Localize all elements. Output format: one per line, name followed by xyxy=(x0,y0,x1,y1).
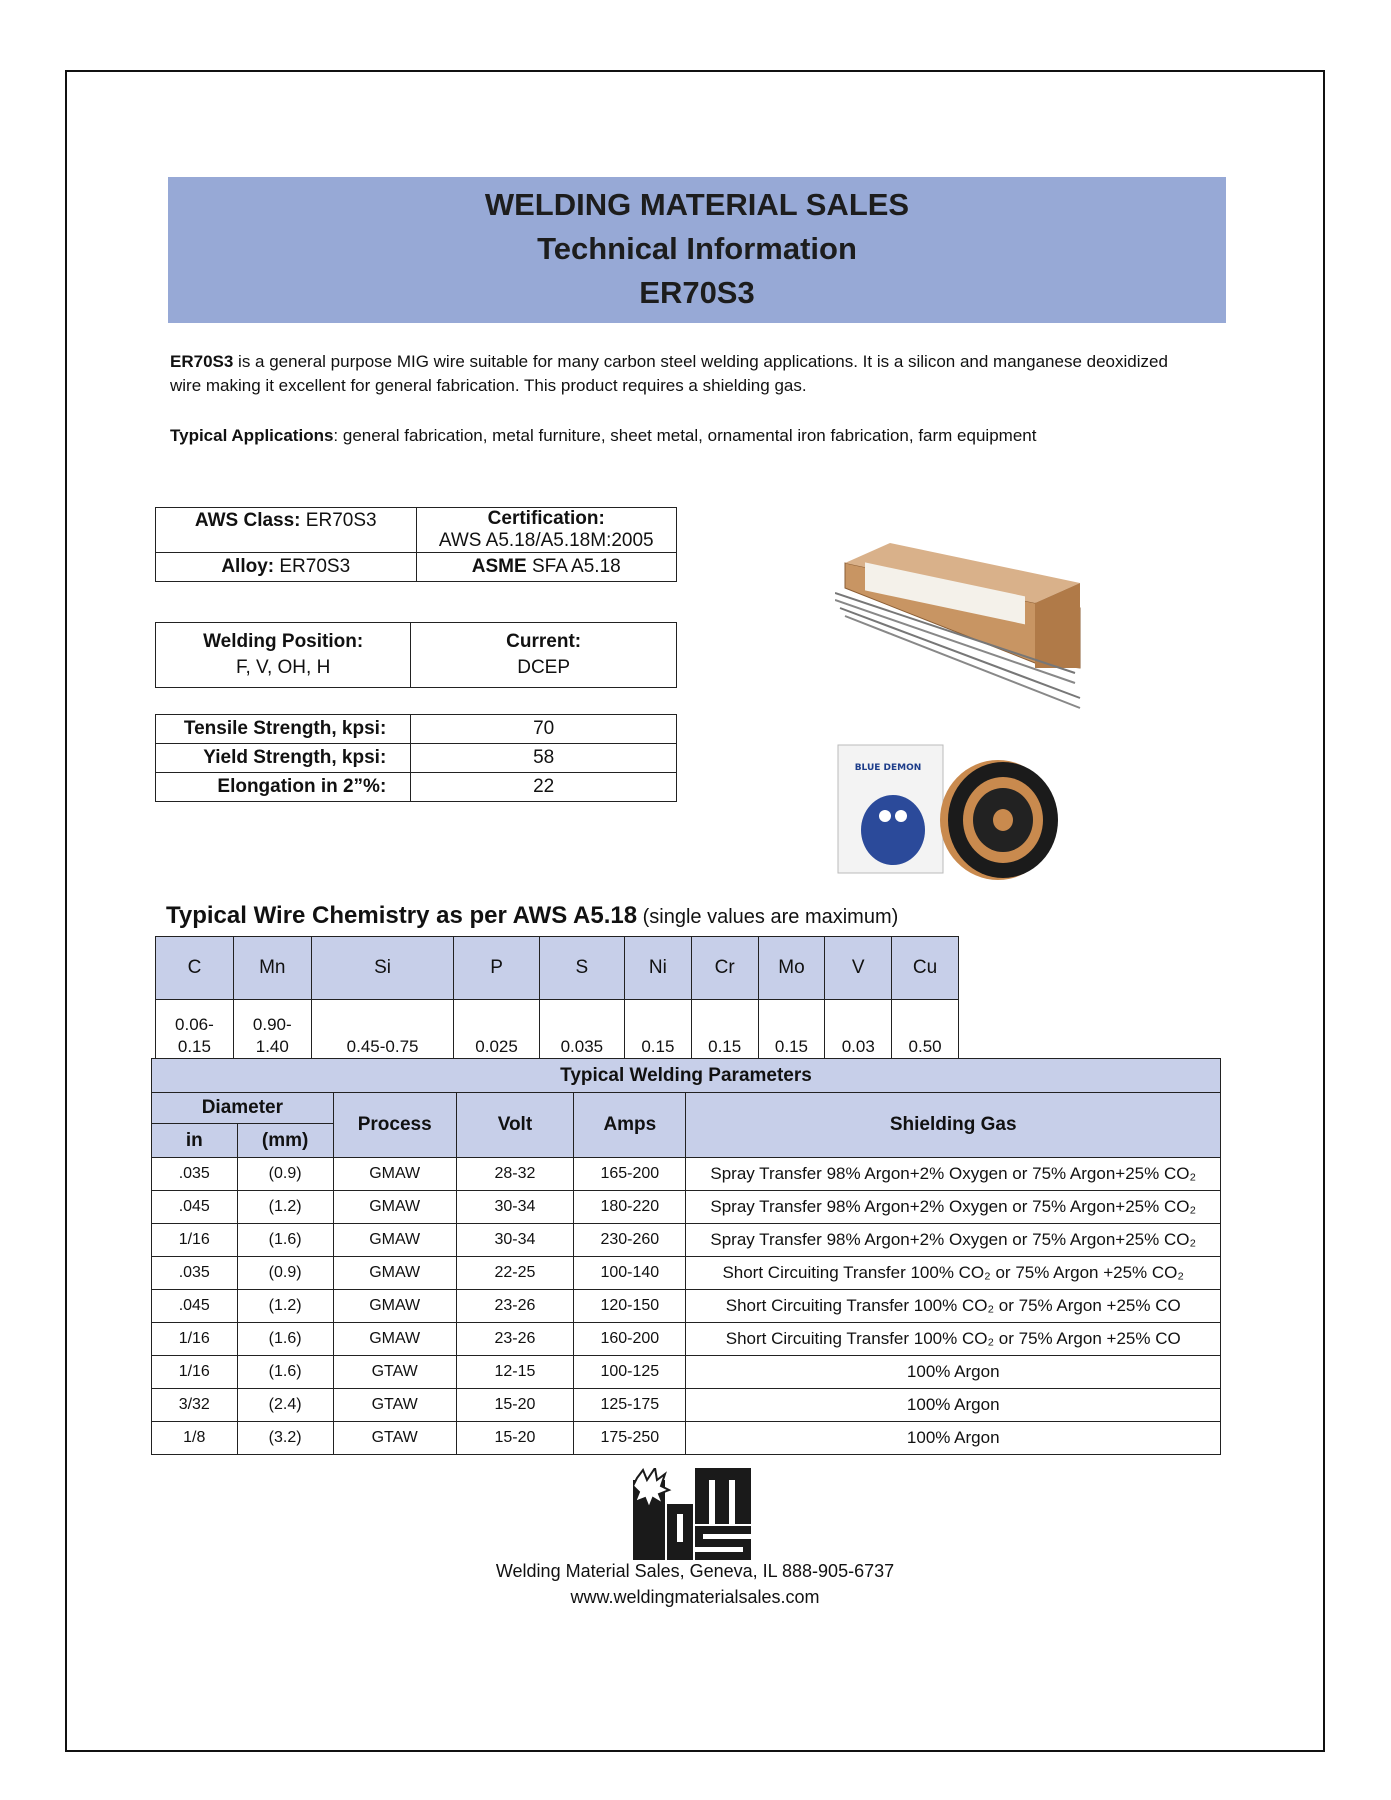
current-cell xyxy=(411,623,677,688)
weld-volt-cell: 28-32 xyxy=(456,1158,574,1191)
weld-in-cell: .045 xyxy=(152,1191,238,1224)
chem-value-cell: 0.03 xyxy=(825,1000,892,1061)
diameter-header: Diameter xyxy=(152,1093,334,1124)
asme-label: ASME xyxy=(471,556,527,577)
chem-value-cell: 0.035 xyxy=(539,1000,624,1061)
weld-gas-cell: 100% Argon xyxy=(686,1356,1221,1389)
chem-header-cell: Cr xyxy=(691,937,758,1000)
product-description xyxy=(170,350,1190,398)
chem-value-cell: 0.15 xyxy=(691,1000,758,1061)
table-row xyxy=(156,744,677,773)
rod-box-image xyxy=(835,538,1085,713)
document-subtitle: Technical Information xyxy=(537,231,857,266)
weld-in-cell: 1/8 xyxy=(152,1422,238,1455)
weld-mm-cell: (1.6) xyxy=(237,1356,333,1389)
process-header: Process xyxy=(333,1093,456,1158)
description-text: is a general purpose MIG wire suitable for many carbon steel welding applications. It is a silicon and manganese deoxidized wire making it excellent for general fabrication. This product requires a shielding gas. xyxy=(170,352,1168,395)
weld-amps-cell: 160-200 xyxy=(574,1323,686,1356)
weld-volt-cell: 23-26 xyxy=(456,1290,574,1323)
weld-amps-cell: 175-250 xyxy=(574,1422,686,1455)
aws-class-cell xyxy=(156,508,417,553)
chem-value-cell: 0.50 xyxy=(892,1000,959,1061)
chem-header-cell: V xyxy=(825,937,892,1000)
weld-in-cell: .035 xyxy=(152,1158,238,1191)
weld-gas-cell: 100% Argon xyxy=(686,1389,1221,1422)
weld-process-cell: GMAW xyxy=(333,1290,456,1323)
asme-value: SFA A5.18 xyxy=(526,556,621,577)
weld-process-cell: GMAW xyxy=(333,1323,456,1356)
chem-value-cell: 0.06- 0.15 xyxy=(156,1000,234,1061)
wms-logo xyxy=(633,1468,753,1560)
weld-volt-cell: 15-20 xyxy=(456,1389,574,1422)
chem-header-cell: C xyxy=(156,937,234,1000)
chemistry-header-row xyxy=(156,937,959,1000)
elongation-label: Elongation in 2”%: xyxy=(156,773,411,802)
amps-header: Amps xyxy=(574,1093,686,1158)
mechanical-properties-table xyxy=(155,714,677,802)
weld-process-cell: GMAW xyxy=(333,1257,456,1290)
weld-volt-cell: 30-34 xyxy=(456,1224,574,1257)
weld-process-cell: GMAW xyxy=(333,1224,456,1257)
weld-process-cell: GTAW xyxy=(333,1389,456,1422)
weld-gas-cell: 100% Argon xyxy=(686,1422,1221,1455)
tensile-label: Tensile Strength, kpsi: xyxy=(156,715,411,744)
title-banner xyxy=(168,177,1226,323)
weld-mm-cell: (0.9) xyxy=(237,1158,333,1191)
chem-header-cell: Ni xyxy=(625,937,692,1000)
chemistry-note: (single values are maximum) xyxy=(637,906,899,928)
weld-amps-cell: 180-220 xyxy=(574,1191,686,1224)
footer-website: www.weldingmaterialsales.com xyxy=(570,1587,820,1607)
weld-mm-cell: (1.6) xyxy=(237,1224,333,1257)
yield-value: 58 xyxy=(411,744,677,773)
box-label: BLUE DEMON xyxy=(854,763,922,773)
table-row xyxy=(152,1257,1221,1290)
weld-gas-cell: Spray Transfer 98% Argon+2% Oxygen or 75% Argon+25% CO₂ xyxy=(686,1224,1221,1257)
chem-header-cell: Mn xyxy=(233,937,311,1000)
table-row xyxy=(152,1224,1221,1257)
company-title: WELDING MATERIAL SALES xyxy=(484,187,910,222)
weld-process-cell: GTAW xyxy=(333,1422,456,1455)
table-row xyxy=(152,1158,1221,1191)
weld-amps-cell: 230-260 xyxy=(574,1224,686,1257)
chemistry-title xyxy=(166,902,898,930)
weld-gas-cell: Short Circuiting Transfer 100% CO₂ or 75% Argon +25% CO₂ xyxy=(686,1257,1221,1290)
chem-header-cell: Si xyxy=(311,937,454,1000)
table-row xyxy=(152,1191,1221,1224)
weld-process-cell: GMAW xyxy=(333,1191,456,1224)
weld-amps-cell: 165-200 xyxy=(574,1158,686,1191)
mm-header: (mm) xyxy=(237,1124,333,1158)
weld-amps-cell: 100-140 xyxy=(574,1257,686,1290)
wire-spool-image xyxy=(833,740,1063,880)
table-row xyxy=(152,1356,1221,1389)
tensile-value: 70 xyxy=(411,715,677,744)
weld-mm-cell: (3.2) xyxy=(237,1422,333,1455)
weld-in-cell: 1/16 xyxy=(152,1356,238,1389)
weld-gas-cell: Short Circuiting Transfer 100% CO₂ or 75% Argon +25% CO xyxy=(686,1323,1221,1356)
chem-value-cell: 0.90- 1.40 xyxy=(233,1000,311,1061)
table-row xyxy=(152,1323,1221,1356)
weld-mm-cell: (0.9) xyxy=(237,1257,333,1290)
weld-volt-cell: 22-25 xyxy=(456,1257,574,1290)
footer-address: Welding Material Sales, Geneva, IL 888-905-6737 xyxy=(495,1561,895,1581)
table-row xyxy=(152,1422,1221,1455)
chem-value-cell: 0.45-0.75 xyxy=(311,1000,454,1061)
chem-value-cell: 0.15 xyxy=(758,1000,825,1061)
weld-mm-cell: (1.6) xyxy=(237,1323,333,1356)
weld-process-cell: GTAW xyxy=(333,1356,456,1389)
chem-header-cell: Mo xyxy=(758,937,825,1000)
aws-class-value: ER70S3 xyxy=(300,510,377,531)
weld-in-cell: .045 xyxy=(152,1290,238,1323)
current-label: Current: xyxy=(506,631,582,652)
alloy-value: ER70S3 xyxy=(274,556,351,577)
product-title: ER70S3 xyxy=(639,275,755,310)
footer xyxy=(380,1558,1010,1610)
weld-in-cell: .035 xyxy=(152,1257,238,1290)
volt-header: Volt xyxy=(456,1093,574,1158)
weld-mm-cell: (1.2) xyxy=(237,1191,333,1224)
typical-applications xyxy=(170,426,1036,446)
weld-mm-cell: (1.2) xyxy=(237,1290,333,1323)
position-current-table xyxy=(155,622,677,688)
table-row xyxy=(156,715,677,744)
table-row xyxy=(152,1290,1221,1323)
elongation-value: 22 xyxy=(411,773,677,802)
welding-parameters-title: Typical Welding Parameters xyxy=(152,1059,1221,1093)
chem-header-cell: Cu xyxy=(892,937,959,1000)
weld-mm-cell: (2.4) xyxy=(237,1389,333,1422)
certification-cell xyxy=(416,508,677,553)
weld-volt-cell: 23-26 xyxy=(456,1323,574,1356)
weld-in-cell: 1/16 xyxy=(152,1224,238,1257)
applications-text: : general fabrication, metal furniture, sheet metal, ornamental iron fabrication, farm equipment xyxy=(333,426,1037,445)
weld-volt-cell: 15-20 xyxy=(456,1422,574,1455)
chemistry-values-row xyxy=(156,1000,959,1061)
current-value: DCEP xyxy=(517,657,571,678)
table-row xyxy=(152,1389,1221,1422)
chemistry-title-text: Typical Wire Chemistry as per AWS A5.18 xyxy=(166,902,638,929)
weld-gas-cell: Spray Transfer 98% Argon+2% Oxygen or 75% Argon+25% CO₂ xyxy=(686,1191,1221,1224)
in-header: in xyxy=(152,1124,238,1158)
welding-position-label: Welding Position: xyxy=(203,631,364,652)
weld-gas-cell: Short Circuiting Transfer 100% CO₂ or 75% Argon +25% CO xyxy=(686,1290,1221,1323)
weld-process-cell: GMAW xyxy=(333,1158,456,1191)
chem-header-cell: S xyxy=(539,937,624,1000)
welding-position-value: F, V, OH, H xyxy=(235,657,331,678)
aws-class-label: AWS Class: xyxy=(194,510,301,531)
welding-position-cell xyxy=(156,623,411,688)
shielding-gas-header: Shielding Gas xyxy=(686,1093,1221,1158)
alloy-label: Alloy: xyxy=(221,556,275,577)
chem-value-cell: 0.025 xyxy=(454,1000,539,1061)
chem-header-cell: P xyxy=(454,937,539,1000)
asme-cell xyxy=(416,553,677,582)
chemistry-table xyxy=(155,936,959,1061)
weld-amps-cell: 125-175 xyxy=(574,1389,686,1422)
applications-label: Typical Applications xyxy=(170,426,334,445)
table-row xyxy=(156,773,677,802)
alloy-cell xyxy=(156,553,417,582)
weld-in-cell: 3/32 xyxy=(152,1389,238,1422)
product-name: ER70S3 xyxy=(170,352,234,371)
certification-label: Certification: xyxy=(487,508,605,529)
weld-gas-cell: Spray Transfer 98% Argon+2% Oxygen or 75% Argon+25% CO₂ xyxy=(686,1158,1221,1191)
weld-in-cell: 1/16 xyxy=(152,1323,238,1356)
yield-label: Yield Strength, kpsi: xyxy=(156,744,411,773)
welding-parameters-table xyxy=(151,1058,1221,1455)
weld-amps-cell: 100-125 xyxy=(574,1356,686,1389)
certification-value: AWS A5.18/A5.18M:2005 xyxy=(438,530,654,551)
weld-volt-cell: 30-34 xyxy=(456,1191,574,1224)
class-certification-table xyxy=(155,507,677,582)
weld-amps-cell: 120-150 xyxy=(574,1290,686,1323)
weld-volt-cell: 12-15 xyxy=(456,1356,574,1389)
logo-letters: WMS xyxy=(633,1468,636,1469)
chem-value-cell: 0.15 xyxy=(625,1000,692,1061)
